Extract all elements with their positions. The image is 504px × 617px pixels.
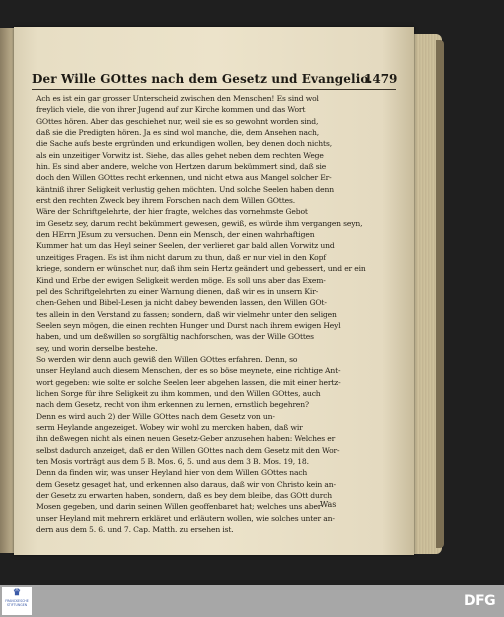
text-line: selbst dadurch anzeiget, daß er den Willen GOttes nach dem Gesetz mit den Wor-	[36, 445, 340, 455]
text-line: unser Heyland mit mehrern erkläret und erläutern wollen, wie solches unter an-	[36, 513, 335, 523]
text-line: Ach es ist ein gar grosser Unterscheid zwischen den Menschen! Es sind wol	[36, 94, 319, 103]
text-line: sey, und worin derselbe bestehe.	[36, 343, 158, 353]
text-line: ten Mosis vorträgt aus dem 5 B. Mos. 6, 5. und aus dem 3 B. Mos. 19, 18.	[36, 457, 309, 466]
text-line: Denn es wird auch 2) der Wille GOttes nach dem Gesetz von un-	[36, 411, 275, 421]
text-line: im Gesetz sey, darum recht bekümmert gewesen, gewiß, es würde ihm vergangen seyn,	[36, 218, 363, 228]
text-line: dem Gesetz gesaget hat, und erkennen also daraus, daß wir von Christo kein an-	[36, 479, 336, 489]
text-line: die Sache aufs beste ergründen und erkundigen wollen, bey denen doch nichts,	[36, 139, 332, 149]
catchword: Was	[320, 500, 337, 509]
text-line: Mosen gegeben, und darin seinen Willen geoffenbaret hat; welches uns aber	[36, 502, 322, 512]
text-line: unser Heyland auch diesem Menschen, der es so böse meynete, eine richtige Ant-	[36, 366, 341, 376]
text-line: Seelen seyn mögen, die einen rechten Hunger und Durst nach ihrem ewigen Heyl	[36, 320, 341, 330]
text-line: GOttes hören. Aber das geschiehet nur, weil sie es so gewohnt worden sind,	[36, 116, 319, 126]
text-line: hin. Es sind aber andere, welche von Hertzen darum bekümmert sind, daß sie	[36, 162, 327, 172]
text-line: tes allein in den Verstand zu fassen; sondern, daß wir vielmehr unter den seligen	[36, 309, 337, 319]
text-line: wort gegeben: wie solte er solche Seelen leer abgehen lassen, die mit einer hertz-	[36, 377, 341, 387]
text-line: Kummer hat um das Heyl seiner Seelen, der verlieret gar bald allen Vorwitz und	[36, 241, 335, 251]
text-line: lichen Sorge für ihre Seligkeit zu ihm kommen, und den Willen GOttes, auch	[36, 388, 321, 398]
footer-bar	[0, 585, 504, 617]
text-line: serm Heylande angezeiget. Wobey wir wohl zu mercken haben, daß wir	[36, 422, 303, 432]
logo-text: FRANCKESCHE STIFTUNGEN	[5, 599, 29, 607]
header-rule	[32, 89, 396, 90]
text-line: Kind und Erbe der ewigen Seligkeit werden möge. Es soll uns aber das Exem-	[36, 275, 326, 285]
text-line: käntniß ihrer Seligkeit verlustig gehen möchten. Und solche Seelen haben denn	[36, 184, 334, 194]
text-line: Denn da finden wir, was unser Heyland hier von dem Willen GOttes nach	[36, 468, 308, 478]
text-line: kriege, sondern er wünschet nur, daß ihm sein Hertz geändert und gebessert, und er ein	[36, 264, 366, 274]
text-line: nach dem Gesetz, recht von ihm erkennen zu lernen, ernstlich begehren?	[36, 400, 309, 410]
text-line: den HErrn JEsum zu versuchen. Denn ein Mensch, der einen wahrhaftigen	[36, 230, 315, 240]
dfg-logo: DFG	[464, 593, 496, 609]
body-text	[36, 93, 398, 535]
text-line: doch den Willen GOttes recht erkennen, und nicht etwa aus Mangel solcher Er-	[36, 173, 332, 183]
text-line: der Gesetz zu erwarten haben, sondern, daß es bey dem bleibe, das GOtt durch	[36, 491, 333, 501]
text-line: als ein unzeitiger Vorwitz ist. Siehe, das alles gehet neben dem rechten Wege	[36, 150, 324, 160]
text-line: chen-Gehen und Bibel-Lesen ja nicht dabey bewenden lassen, den Willen GOt-	[36, 298, 327, 308]
franckesche-stiftungen-logo	[2, 587, 32, 615]
text-line: So werden wir denn auch gewiß den Willen GOttes erfahren. Denn, so	[36, 354, 298, 364]
text-line: dern aus dem 5. 6. und 7. Cap. Matth. zu ersehen ist.	[36, 525, 234, 535]
text-line: pel des Schriftgelehrten zu einer Warnung dienen, daß wir es in unsern Kir-	[36, 286, 319, 296]
book-cover-edge	[436, 40, 444, 548]
text-line: haben, und um deßwillen so sorgfältig nachforschen, was der Wille GOttes	[36, 332, 314, 342]
running-header: Der Wille GOttes nach dem Gesetz und Evangelio.	[32, 72, 373, 86]
logo-mark-icon: ♛	[12, 588, 22, 598]
text-line: erst den rechten Zweck bey ihrem Forschen nach dem Willen GOttes.	[36, 196, 295, 206]
page-number: 1479	[364, 72, 398, 86]
text-line: ihn deßwegen nicht als einen neuen Gesetz-Geber anzusehen haben: Welches er	[36, 434, 336, 444]
text-line: Wäre der Schriftgelehrte, der hier fragte, welches das vornehmste Gebot	[36, 207, 308, 217]
text-line: unzeitiges Fragen. Es ist ihm nicht darum zu thun, daß er nur viel in den Kopf	[36, 252, 326, 262]
text-line: daß sie die Predigten hören. Ja es sind wol manche, die, dem Ansehen nach,	[36, 128, 320, 138]
text-line: freylich viele, die von ihrer Jugend auf zur Kirche kommen und das Wort	[36, 105, 306, 115]
